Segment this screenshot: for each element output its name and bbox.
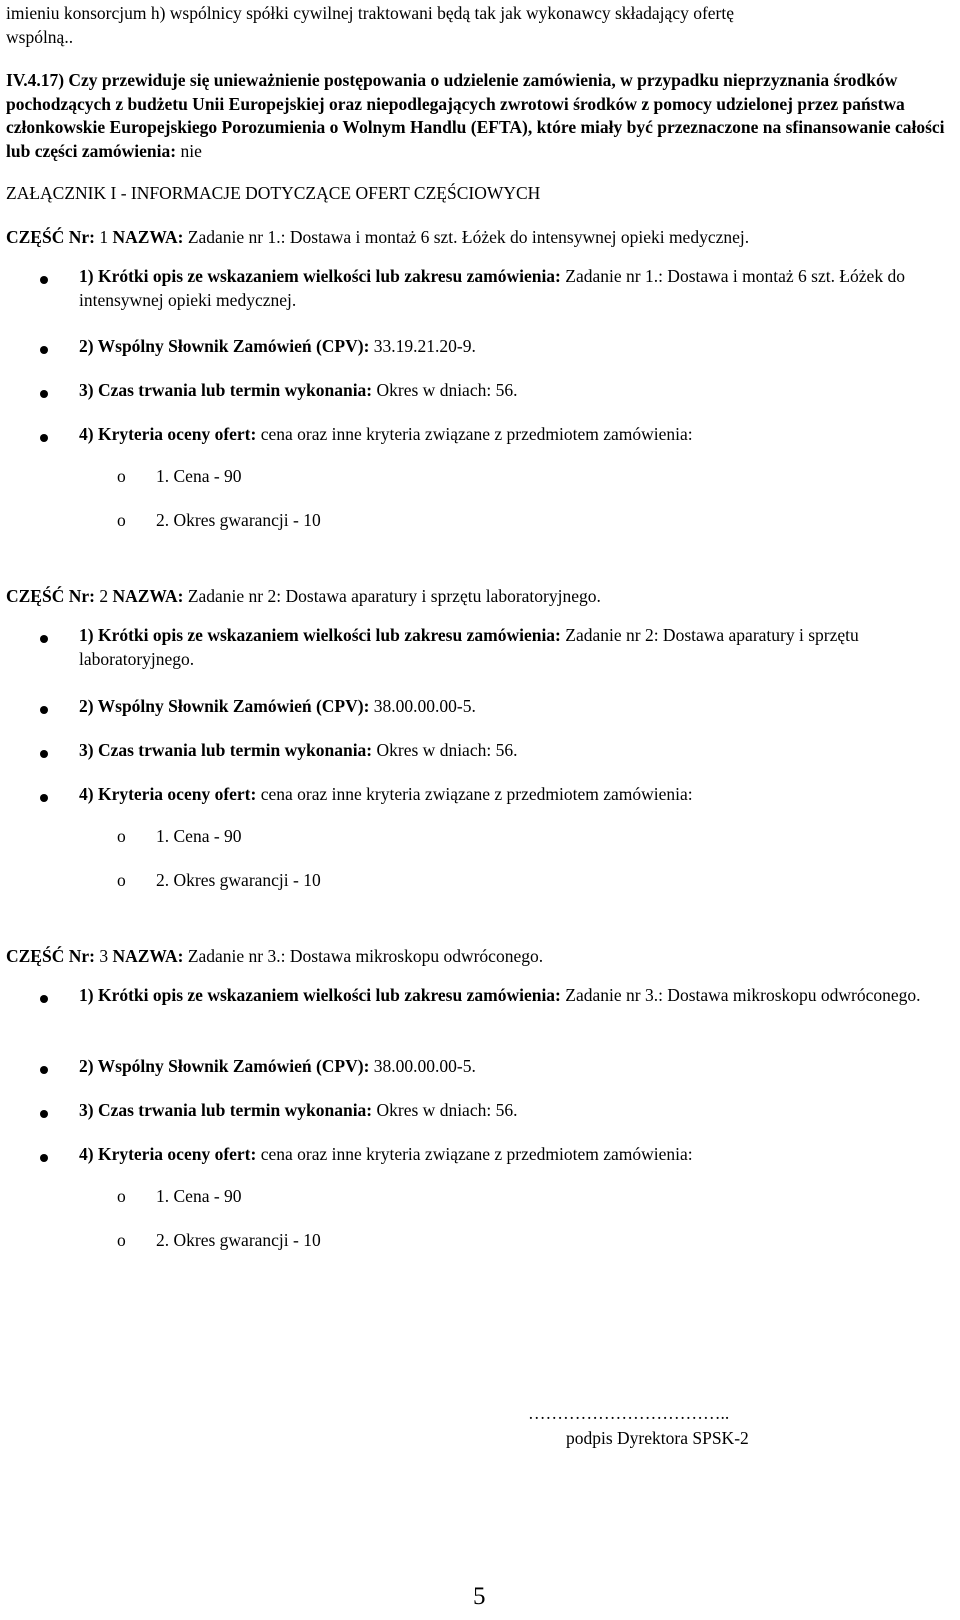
part-cpv [79, 335, 951, 359]
cpv-value: 33.19.21.20-9. [373, 336, 476, 356]
bullet-dot [40, 1110, 48, 1118]
cpv-label: 2) Wspólny Słownik Zamówień (CPV): [79, 1056, 370, 1076]
description-value: Zadanie nr 1.: Dostawa i montaż 6 szt. Łóżek do intensywnej opieki medycznej. [79, 266, 905, 310]
description-value: Zadanie nr 2: Dostawa aparatury i sprzętu laboratoryjnego. [79, 625, 859, 669]
duration-label: 3) Czas trwania lub termin wykonania: [79, 380, 373, 400]
description-label: 1) Krótki opis ze wskazaniem wielkości lub zakresu zamówienia: [79, 266, 561, 286]
cpv-value: 38.00.00.00-5. [373, 1056, 476, 1076]
part-description [79, 984, 951, 1008]
bullet-dot [40, 1154, 48, 1162]
cpv-label: 2) Wspólny Słownik Zamówień (CPV): [79, 336, 370, 356]
cpv-value: 38.00.00.00-5. [373, 696, 476, 716]
part-name-label: NAZWA: [112, 946, 184, 966]
part-nr-label: CZĘŚĆ Nr: [6, 586, 95, 606]
part-duration [79, 1099, 951, 1123]
part-cpv [79, 695, 951, 719]
bullet-dot [40, 434, 48, 442]
part-duration [79, 379, 951, 403]
sub-bullet-marker: o [117, 826, 126, 846]
part-name-value: Zadanie nr 1.: Dostawa i montaż 6 szt. Łóżek do intensywnej opieki medycznej. [187, 227, 750, 247]
criterion-item: 2. Okres gwarancji - 10 [156, 510, 321, 530]
part-description [79, 265, 951, 312]
part-heading [6, 586, 950, 607]
duration-value: Okres w dniach: 56. [376, 380, 518, 400]
page-number: 5 [473, 1583, 486, 1610]
signature-label: podpis Dyrektora SPSK-2 [566, 1428, 749, 1448]
part-nr-label: CZĘŚĆ Nr: [6, 946, 95, 966]
criterion-item: 1. Cena - 90 [156, 826, 242, 846]
sub-bullet-marker: o [117, 1230, 126, 1250]
part-name-label: NAZWA: [112, 586, 184, 606]
part-nr-value: 3 [99, 946, 109, 966]
part-heading [6, 227, 950, 248]
description-label: 1) Krótki opis ze wskazaniem wielkości lub zakresu zamówienia: [79, 985, 561, 1005]
part-nr-label: CZĘŚĆ Nr: [6, 227, 95, 247]
top-paragraph [6, 2, 950, 49]
question-paragraph [6, 69, 950, 163]
part-criteria [79, 783, 951, 807]
bullet-dot [40, 276, 48, 284]
part-nr-value: 1 [99, 227, 109, 247]
criteria-label: 4) Kryteria oceny ofert: [79, 424, 257, 444]
bullet-dot [40, 390, 48, 398]
top-line-1: imieniu konsorcjum h) wspólnicy spółki cywilnej traktowani będą tak jak wykonawcy składający ofertę [6, 3, 735, 23]
sub-bullet-marker: o [117, 870, 126, 890]
part-heading [6, 946, 950, 967]
bullet-dot [40, 346, 48, 354]
question-text: IV.4.17) Czy przewiduje się unieważnienie postępowania o udzielenie zamówienia, w przypadku nieprzyznania środków pochodzących z budżetu Unii Europejskiej oraz niepodlegających zwrotowi środków z pomocy udzielonej przez państwa członkowskie Europejskiego Porozumienia o Wolnym Handlu (EFTA), które miały być przeznaczone na sfinansowanie całości lub części zamówienia: [6, 70, 945, 161]
part-duration [79, 739, 951, 763]
criterion-item: 2. Okres gwarancji - 10 [156, 1230, 321, 1250]
top-line-2: wspólną.. [6, 26, 74, 47]
criteria-intro: cena oraz inne kryteria związane z przedmiotem zamówienia: [260, 784, 693, 804]
part-description [79, 624, 951, 671]
description-label: 1) Krótki opis ze wskazaniem wielkości lub zakresu zamówienia: [79, 625, 561, 645]
part-cpv [79, 1055, 951, 1079]
bullet-dot [40, 635, 48, 643]
bullet-dot [40, 1066, 48, 1074]
criterion-item: 2. Okres gwarancji - 10 [156, 870, 321, 890]
bullet-dot [40, 995, 48, 1003]
criterion-item: 1. Cena - 90 [156, 1186, 242, 1206]
criteria-intro: cena oraz inne kryteria związane z przedmiotem zamówienia: [260, 1144, 693, 1164]
part-nr-value: 2 [99, 586, 109, 606]
bullet-dot [40, 750, 48, 758]
duration-value: Okres w dniach: 56. [376, 740, 518, 760]
annex-title: ZAŁĄCZNIK I - INFORMACJE DOTYCZĄCE OFERT CZĘŚCIOWYCH [6, 183, 541, 203]
cpv-label: 2) Wspólny Słownik Zamówień (CPV): [79, 696, 370, 716]
criterion-item: 1. Cena - 90 [156, 466, 242, 486]
sub-bullet-marker: o [117, 1186, 126, 1206]
criteria-label: 4) Kryteria oceny ofert: [79, 1144, 257, 1164]
criteria-intro: cena oraz inne kryteria związane z przedmiotem zamówienia: [260, 424, 693, 444]
sub-bullet-marker: o [117, 466, 126, 486]
part-name-value: Zadanie nr 3.: Dostawa mikroskopu odwróconego. [187, 946, 544, 966]
sub-bullet-marker: o [117, 510, 126, 530]
part-criteria [79, 423, 951, 447]
part-criteria [79, 1143, 951, 1167]
question-answer: nie [180, 140, 202, 161]
criteria-label: 4) Kryteria oceny ofert: [79, 784, 257, 804]
part-name-value: Zadanie nr 2: Dostawa aparatury i sprzętu laboratoryjnego. [187, 586, 601, 606]
part-name-label: NAZWA: [112, 227, 184, 247]
description-value: Zadanie nr 3.: Dostawa mikroskopu odwróconego. [565, 985, 921, 1005]
duration-label: 3) Czas trwania lub termin wykonania: [79, 1100, 373, 1120]
signature-dots: …………………………….. [528, 1403, 730, 1423]
bullet-dot [40, 706, 48, 714]
duration-value: Okres w dniach: 56. [376, 1100, 518, 1120]
duration-label: 3) Czas trwania lub termin wykonania: [79, 740, 373, 760]
bullet-dot [40, 794, 48, 802]
